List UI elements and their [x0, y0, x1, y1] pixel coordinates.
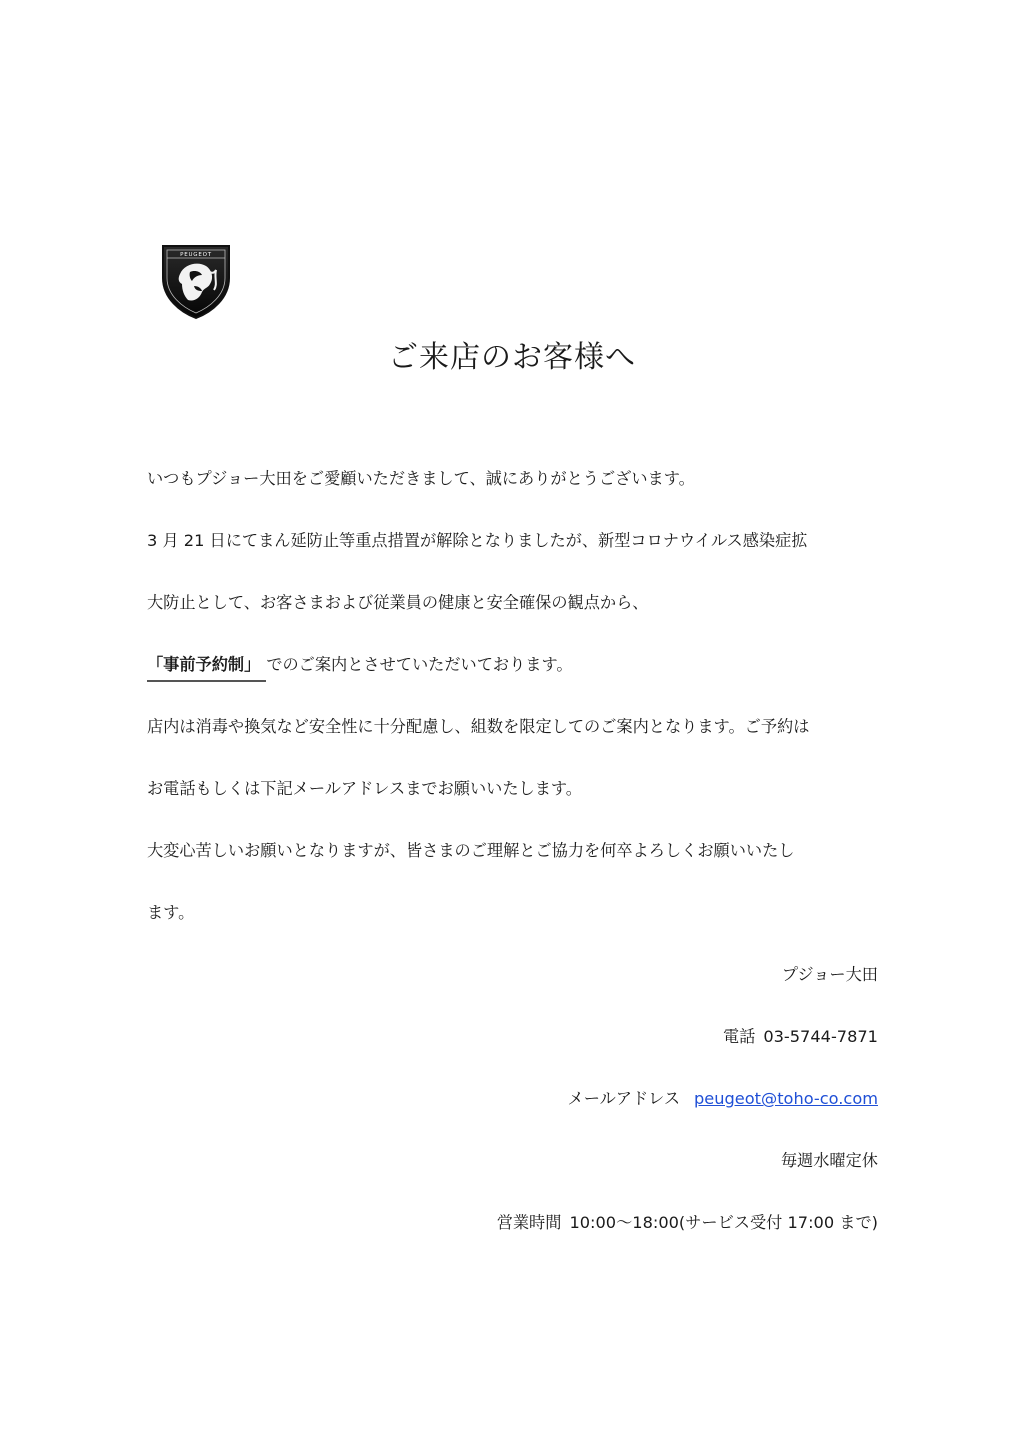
body-line: 大防止として、お客さまおよび従業員の健康と安全確保の観点から、 [147, 593, 649, 612]
peugeot-logo [160, 244, 232, 320]
phone-label: 電話 [722, 1027, 756, 1046]
notice-body [147, 462, 883, 958]
signature-block [497, 958, 878, 1268]
hours-label: 営業時間 [496, 1213, 562, 1232]
body-line: 大変心苦しいお願いとなりますが、皆さまのご理解とご協力を何卒よろしくお願いいたし [147, 841, 795, 860]
closed-day: 毎週水曜定休 [780, 1151, 878, 1170]
greeting-line: いつもプジョー大田をご愛顧いただきまして、誠にありがとうございます。 [147, 469, 695, 488]
phone-number: 03-5744-7871 [763, 1027, 878, 1046]
logo-wordmark: PEUGEOT [180, 252, 212, 258]
hours-value: 10:00～18:00(サービス受付 17:00 まで) [569, 1213, 878, 1232]
email-line [497, 1082, 878, 1144]
body-line: 3 月 21 日にてまん延防止等重点措置が解除となりましたが、新型コロナウイルス感染症拡 [147, 531, 808, 550]
body-line: 店内は消毒や換気など安全性に十分配慮し、組数を限定してのご案内となります。ご予約は [147, 717, 810, 736]
phone-line [497, 1020, 878, 1082]
dealer-name: プジョー大田 [781, 965, 878, 984]
email-label: メールアドレス [567, 1089, 681, 1108]
hours-line [497, 1206, 878, 1268]
reservation-line [147, 648, 883, 710]
body-line: お電話もしくは下記メールアドレスまでお願いいたします。 [147, 779, 582, 798]
reservation-rest: でのご案内とさせていただいております。 [266, 655, 573, 674]
email-link[interactable]: peugeot@toho-co.com [694, 1089, 878, 1108]
lion-shield-icon [160, 244, 232, 320]
page-title: ご来店のお客様へ [388, 340, 636, 375]
body-line: ます。 [147, 903, 195, 922]
reservation-emphasis: 「事前予約制」 [147, 650, 266, 682]
